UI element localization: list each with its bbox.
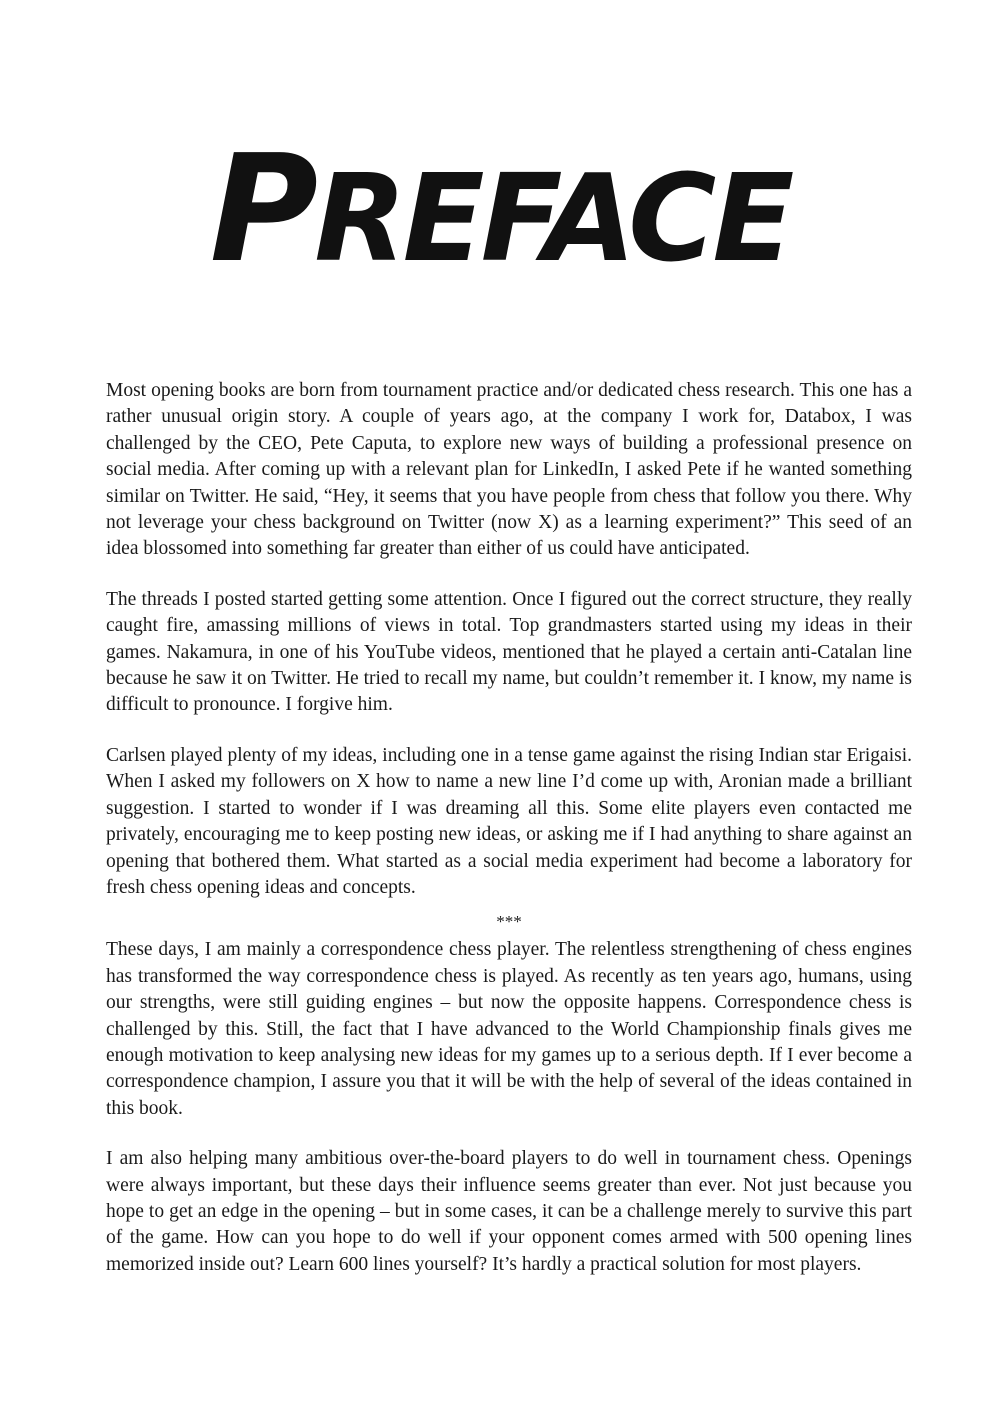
page-title-initial: P [209,123,315,295]
section-separator: *** [496,912,522,932]
paragraph: Carlsen played plenty of my ideas, including one in a tense game against the rising Indian star Erigaisi. When I asked my followers on X how to name a new line I’d come up with, Aronian made a brilliant suggestion. I started to wonder if I was dreaming all this. Some elite players even contacted me privately, encouraging me to keep posting new ideas, or asking me if I had anything to share against an opening that bothered them. What started as a social media experiment had become a laboratory for fresh chess opening ideas and concepts. [106,744,912,898]
body-text [106,378,912,1278]
paragraph: These days, I am mainly a correspondence chess player. The relentless strengthening of chess engines has transformed the way correspondence chess is played. As recently as ten years ago, humans, using our strengths, were still guiding engines – but now the opposite happens. Correspondence chess is challenged by this. Still, the fact that I have advanced to the World Championship finals gives me enough motivation to keep analysing new ideas for my games up to a serious depth. If I ever become a correspondence champion, I assure you that it will be with the help of several of the ideas contained in this book. [106,939,912,1119]
paragraph: The threads I posted started getting some attention. Once I figured out the correct structure, they really caught fire, amassing millions of views in total. Top grandmasters started using my ideas in their games. Nakamura, in one of his YouTube videos, mentioned that he played a certain anti-Catalan line because he saw it on Twitter. He tried to recall my name, but couldn’t remember it. I know, my name is difficult to pronounce. I forgive him. [106,588,912,716]
page-title [0,123,1000,295]
paragraph: Most opening books are born from tournament practice and/or dedicated chess research. This one has a rather unusual origin story. A couple of years ago, at the company I work for, Databox, I was challenged by the CEO, Pete Caputa, to explore new ways of building a professional presence on social media. After coming up with a relevant plan for LinkedIn, I asked Pete if he wanted something similar on Twitter. He said, “Hey, it seems that you have people from chess that follow you there. Why not leverage your chess background on Twitter (now X) as a learning experiment?” This seed of an idea blossomed into something far greater than either of us could have anticipated. [106,380,912,560]
paragraph: I am also helping many ambitious over-the-board players to do well in tournament chess. Openings were always important, but these days their influence seems greater than ever. Not just because you hope to get an edge in the opening – but in some cases, it can be a challenge merely to survive this part of the game. How can you hope to do well if your opponent comes armed with 500 opening lines memorized inside out? Learn 600 lines yourself? It’s hardly a practical solution for most players. [106,1148,912,1275]
page-title-rest: REFACE [314,150,791,289]
